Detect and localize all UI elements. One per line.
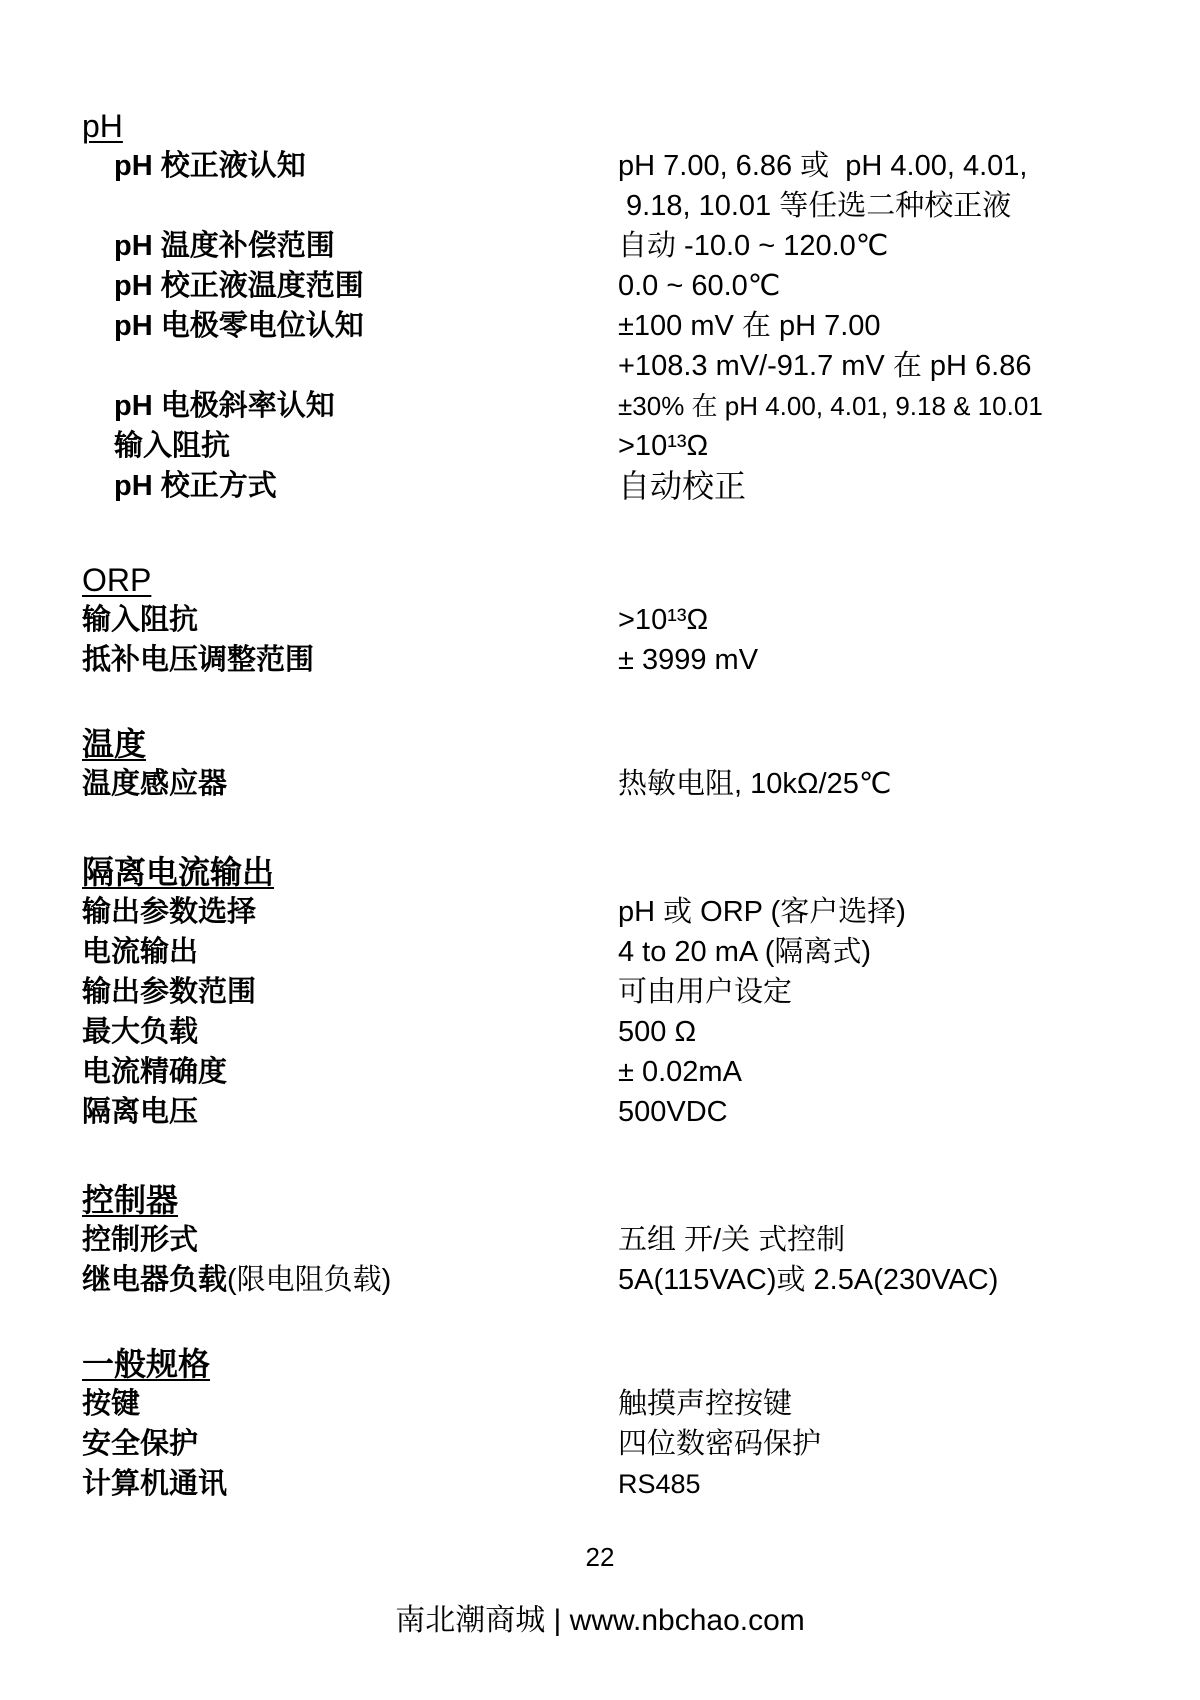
spec-label: 最大负载 xyxy=(82,1016,199,1048)
section-heading: pH xyxy=(82,108,123,144)
spec-row xyxy=(82,466,1122,506)
spec-value: 500 Ω xyxy=(618,1016,697,1048)
spec-row xyxy=(82,386,1122,426)
spec-label: 输入阻抗 xyxy=(82,604,199,636)
footer-site-text: 南北潮商城 | www.nbchao.com xyxy=(395,1604,805,1637)
spec-row xyxy=(82,1424,1122,1464)
spec-row xyxy=(82,932,1122,972)
spec-label: 温度感应器 xyxy=(82,768,228,800)
spec-value: >10¹³Ω xyxy=(618,430,709,462)
spec-value: 自动校正 xyxy=(618,468,747,504)
spec-row xyxy=(82,764,1122,804)
spec-value: 500VDC xyxy=(618,1096,728,1128)
spec-row xyxy=(82,640,1122,680)
section-general xyxy=(82,1344,1122,1504)
spec-label: pH 温度补偿范围 xyxy=(114,230,335,262)
spec-label: 按键 xyxy=(82,1388,141,1420)
spec-value: 触摸声控按键 xyxy=(618,1388,793,1420)
section-heading: 隔离电流输出 xyxy=(82,854,275,890)
spec-label: 安全保护 xyxy=(82,1428,199,1460)
section-heading: 温度 xyxy=(82,726,147,762)
spec-row xyxy=(82,1052,1122,1092)
spec-label: pH 电极零电位认知 xyxy=(114,310,364,342)
spec-value: pH 7.00, 6.86 或 pH 4.00, 4.01, 9.18, 10.01 等任选二种校正液 xyxy=(618,150,1028,222)
section-temperature xyxy=(82,724,1122,804)
spec-value: pH 或 ORP (客户选择) xyxy=(618,896,906,928)
section-controller xyxy=(82,1180,1122,1300)
section-heading: ORP xyxy=(82,562,152,598)
spec-row xyxy=(82,1384,1122,1424)
spec-row xyxy=(82,600,1122,640)
spec-row xyxy=(82,266,1122,306)
spec-value: >10¹³Ω xyxy=(618,604,709,636)
spec-row xyxy=(82,426,1122,466)
spec-value: ±30% 在 pH 4.00, 4.01, 9.18 & 10.01 xyxy=(618,391,1043,421)
section-ph xyxy=(82,106,1122,506)
spec-value: ±100 mV 在 pH 7.00 +108.3 mV/-91.7 mV 在 pH 6.86 xyxy=(618,310,1032,382)
spec-row xyxy=(82,1012,1122,1052)
spec-value: RS485 xyxy=(618,1469,701,1499)
section-heading: 一般规格 xyxy=(82,1346,211,1382)
spec-label: 输出参数选择 xyxy=(82,896,257,928)
spec-value: ± 3999 mV xyxy=(618,644,759,676)
spec-value: 四位数密码保护 xyxy=(618,1428,822,1460)
spec-row xyxy=(82,1260,1122,1300)
spec-label-group xyxy=(82,1260,391,1300)
spec-label: 控制形式 xyxy=(82,1224,199,1256)
spec-value: 热敏电阻, 10kΩ/25℃ xyxy=(618,768,892,800)
section-orp xyxy=(82,560,1122,680)
spec-value: 自动 -10.0 ~ 120.0℃ xyxy=(618,230,889,262)
spec-value: 0.0 ~ 60.0℃ xyxy=(618,270,781,302)
spec-row xyxy=(82,146,1122,226)
spec-label: 隔离电压 xyxy=(82,1096,199,1128)
spec-label: pH 校正液认知 xyxy=(114,150,306,182)
spec-label: 输入阻抗 xyxy=(114,430,231,462)
spec-label: 输出参数范围 xyxy=(82,976,257,1008)
spec-label: 抵补电压调整范围 xyxy=(82,644,315,676)
spec-row xyxy=(82,1092,1122,1132)
spec-label: pH 校正方式 xyxy=(114,470,277,502)
page-number: 22 xyxy=(585,1542,615,1572)
spec-row xyxy=(82,972,1122,1012)
spec-value: 可由用户设定 xyxy=(618,976,793,1008)
spec-row xyxy=(82,306,1122,386)
section-heading: 控制器 xyxy=(82,1182,179,1218)
spec-row xyxy=(82,892,1122,932)
spec-value: 4 to 20 mA (隔离式) xyxy=(618,936,872,968)
spec-value: ± 0.02mA xyxy=(618,1056,742,1088)
spec-label: pH 校正液温度范围 xyxy=(114,270,364,302)
spec-label: pH 电极斜率认知 xyxy=(114,390,335,422)
spec-label: 电流输出 xyxy=(82,936,199,968)
spec-label: 继电器负载 xyxy=(82,1264,228,1296)
section-current-output xyxy=(82,852,1122,1132)
spec-value: 5A(115VAC)或 2.5A(230VAC) xyxy=(618,1264,999,1296)
spec-label-note: (限电阻负载) xyxy=(227,1264,392,1296)
spec-label: 电流精确度 xyxy=(82,1056,228,1088)
spec-row xyxy=(82,1220,1122,1260)
spec-row xyxy=(82,226,1122,266)
spec-row xyxy=(82,1464,1122,1504)
spec-value: 五组 开/关 式控制 xyxy=(618,1224,846,1256)
spec-label: 计算机通讯 xyxy=(82,1468,228,1500)
